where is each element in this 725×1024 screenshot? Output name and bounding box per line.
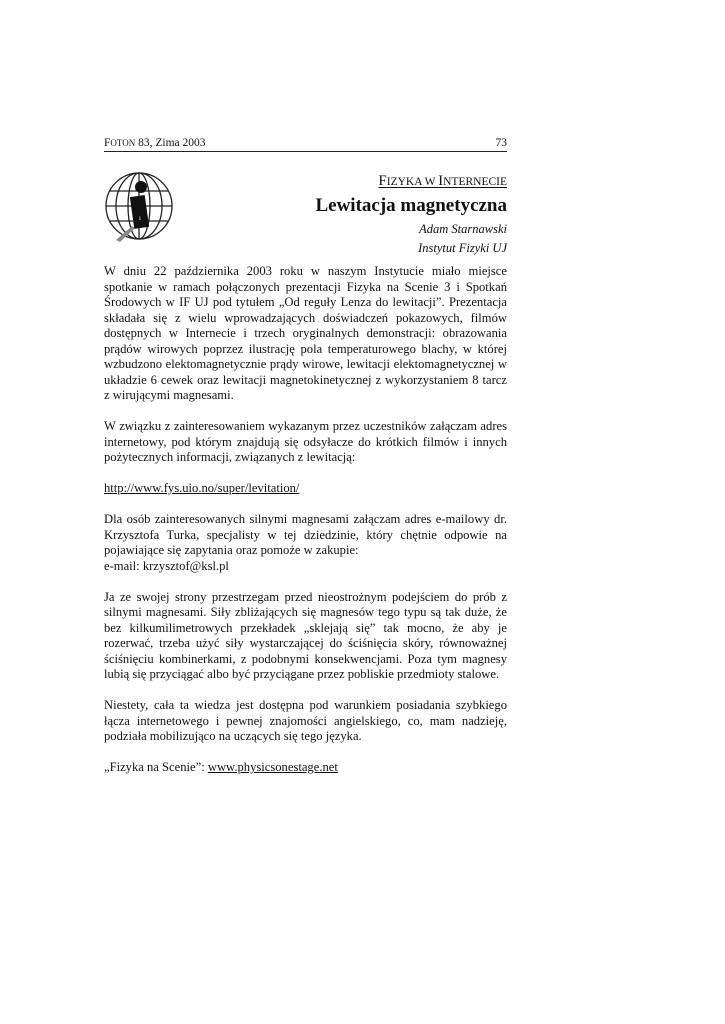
paragraph-closing: Niestety, cała ta wiedza jest dostępna pod warunkiem posiadania szybkiego łącza internetowego i pewnej znajomości angielskiego, co, mam nadzieję, podziała mobilizująco na uczących się tego języka. — [104, 698, 507, 743]
journal-issue: FOTON 83, Zima 2003 — [104, 137, 206, 149]
author-name: Adam Starnawski — [419, 222, 507, 236]
article-body — [104, 264, 507, 776]
footer-label: „Fizyka na Scenie”: — [104, 760, 208, 774]
paragraph-footer-link — [104, 760, 507, 776]
running-header — [104, 137, 507, 152]
article-title: Lewitacja magnetyczna — [315, 195, 507, 216]
physicsonestage-link[interactable]: www.physicsonestage.net — [207, 760, 338, 774]
contact-text: Dla osób zainteresowanych silnymi magnesami załączam adres e-mailowy dr. Krzysztofa Turka, specjalisty w tej dziedzinie, który chętnie odpowie na pojawiające się zapytania oraz pomoże w zakupie: — [104, 512, 507, 557]
paragraph-links-intro: W związku z zainteresowaniem wykazanym przez uczestników załączam adres internetowy, pod którym znajdują się odsyłacze do krótkich filmów i innych pożytecznych informacji, związanych z lewitacją: — [104, 419, 507, 464]
paragraph-intro: W dniu 22 października 2003 roku w naszym Instytucie miało miejsce spotkanie w ramach połączonych prezentacji Fizyka na Scenie 3 i Spotkań Środowych w IF UJ pod tytułem „Od reguły Lenza do lewitacji”. Prezentacja składała się z wielu wprowadzających doświadczeń pokazowych, filmów dostępnych w Internecie i trzech oryginalnych demonstracji: obrazowania prądów wirowych poprzez ilustrację pola temperaturowego blachy, w której wzbudzono elektomagnetycznie prądy wirowe, lewitacji elektomagnetycznej w układzie 6 cewek oraz lewitacji magnetokinetycznej z wykorzystaniem 8 tarcz z wirującymi magnesami. — [104, 264, 507, 402]
levitation-link[interactable]: http://www.fys.uio.no/super/levitation/ — [104, 481, 300, 495]
logo-letter: i — [139, 216, 141, 222]
section-title: FIZYKA W INTERNECIE — [378, 173, 507, 189]
paragraph-url — [104, 481, 507, 497]
paragraph-magnets-contact — [104, 512, 507, 574]
author-affiliation: Instytut Fizyki UJ — [418, 241, 507, 255]
paragraph-warning: Ja ze swojej strony przestrzegam przed nieostrożnym podejściem do prób z silnymi magnesami. Siły zbliżających się magnesów tego typu są tak duże, że bez kilkumilimetrowych przekładek „sklejają się” tak mocno, że aby je rozerwać, trzeba użyć siły wystarczającej do ściśnięcia skóry, równoważnej ściśnięciu kombinerkami, z podobnymi konsekwencjami. Poza tym magnesy lubią się przyciągać albo być przyciągane przez pobliskie przedmioty stalowe. — [104, 589, 507, 681]
globe-with-letter-i-icon — [102, 170, 177, 245]
contact-email: e-mail: krzysztof@ksl.pl — [104, 558, 229, 573]
page-number: 73 — [495, 137, 507, 149]
